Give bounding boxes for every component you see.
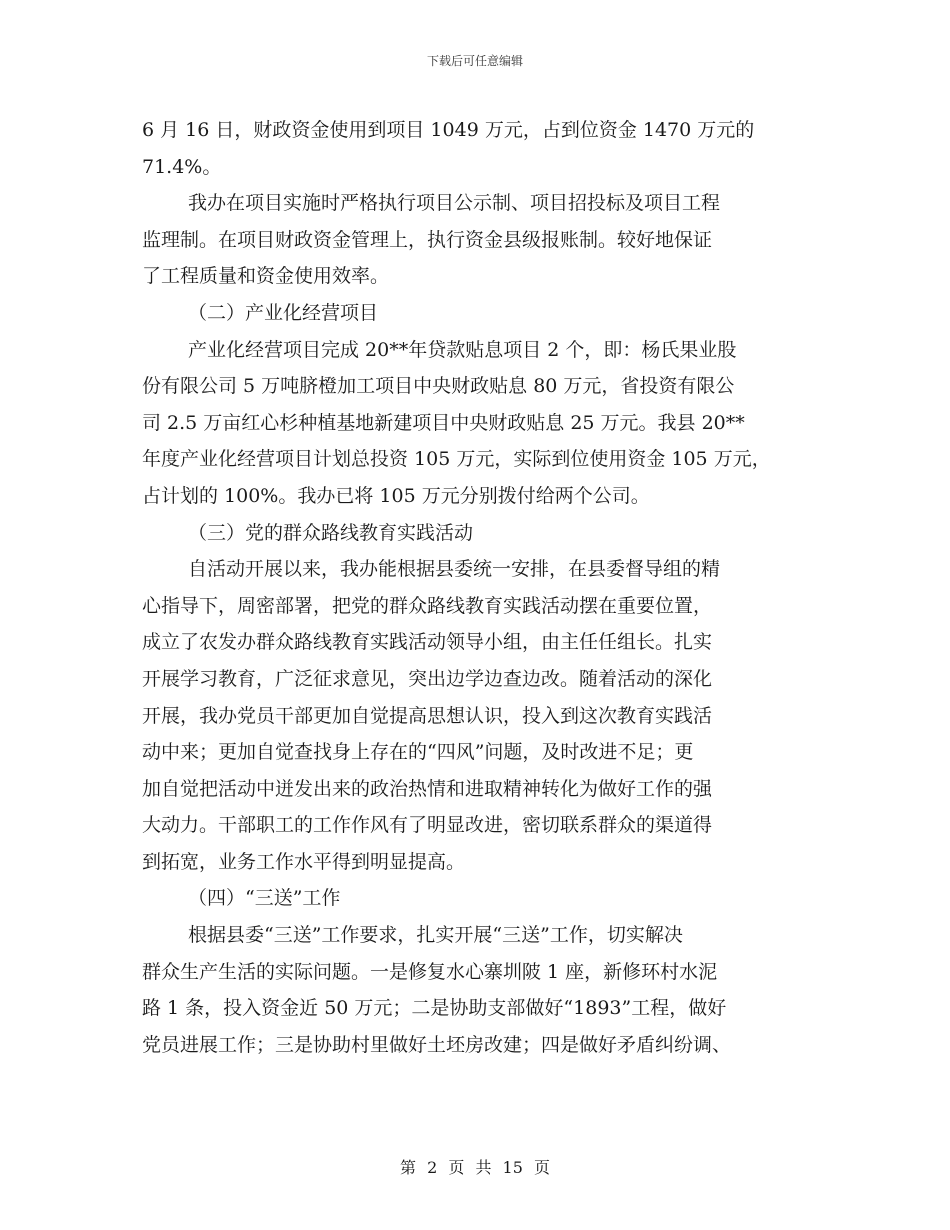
section-heading: （四）“三送”工作 xyxy=(188,887,341,910)
text-line: 6 月 16 日，财政资金使用到项目 1049 万元，占到位资金 1470 万元的 xyxy=(142,119,755,141)
paragraph-start-line: 我办在项目实施时严格执行项目公示制、项目招投标及项目工程 xyxy=(188,192,721,215)
text-line: 到拓宽，业务工作水平得到明显提高。 xyxy=(142,850,466,873)
text-line: 占计划的 100%。我办已将 105 万元分别拨付给两个公司。 xyxy=(142,484,650,507)
text-line: 司 2.5 万亩红心杉种植基地新建项目中央财政贴息 25 万元。我县 20** xyxy=(142,411,745,434)
text-line: 71.4%。 xyxy=(142,155,222,178)
section-heading: （三）党的群众路线教育实践活动 xyxy=(188,521,474,544)
section-heading: （二）产业化经营项目 xyxy=(188,301,379,324)
text-line: 年度产业化经营项目计划总投资 105 万元，实际到位使用资金 105 万元， xyxy=(142,448,771,471)
text-line: 了工程质量和资金使用效率。 xyxy=(142,265,390,288)
paragraph-start-line: 产业化经营项目完成 20**年贷款贴息项目 2 个，即：杨氏果业股 xyxy=(188,338,737,361)
text-line: 加自觉把活动中迸发出来的政治热情和进取精神转化为做好工作的强 xyxy=(142,777,713,800)
text-line: 开展学习教育，广泛征求意见，突出边学边查边改。随着活动的深化 xyxy=(142,667,713,690)
page-number-footer: 第 2 页 共 15 页 xyxy=(400,1158,550,1177)
paragraph-start-line: 自活动开展以来，我办能根据县委统一安排，在县委督导组的精 xyxy=(188,558,721,581)
text-line: 路 1 条，投入资金近 50 万元；二是协助支部做好“1893”工程，做好 xyxy=(142,997,727,1020)
document-body xyxy=(142,112,832,1063)
text-line: 大动力。干部职工的工作作风有了明显改进，密切联系群众的渠道得 xyxy=(142,814,713,837)
text-line: 监理制。在项目财政资金管理上，执行资金县级报账制。较好地保证 xyxy=(142,228,713,251)
text-line: 党员进展工作；三是协助村里做好土坯房改建；四是做好矛盾纠纷调、 xyxy=(142,1033,732,1056)
text-line: 动中来；更加自觉查找身上存在的“四风”问题，及时改进不足；更 xyxy=(142,741,694,764)
text-line: 群众生产生活的实际问题。一是修复水心寨圳陂 1 座，新修环村水泥 xyxy=(142,960,718,983)
paragraph-start-line: 根据县委“三送”工作要求，扎实开展“三送”工作，切实解决 xyxy=(188,924,683,947)
text-line: 成立了农发办群众路线教育实践活动领导小组，由主任任组长。扎实 xyxy=(142,631,713,654)
page-header: 下载后可任意编辑 xyxy=(426,54,523,68)
text-line: 开展，我办党员干部更加自觉提高思想认识，投入到这次教育实践活 xyxy=(142,704,713,727)
text-line: 心指导下，周密部署，把党的群众路线教育实践活动摆在重要位置， xyxy=(142,594,713,617)
text-line: 份有限公司 5 万吨脐橙加工项目中央财政贴息 80 万元，省投资有限公 xyxy=(142,375,735,398)
